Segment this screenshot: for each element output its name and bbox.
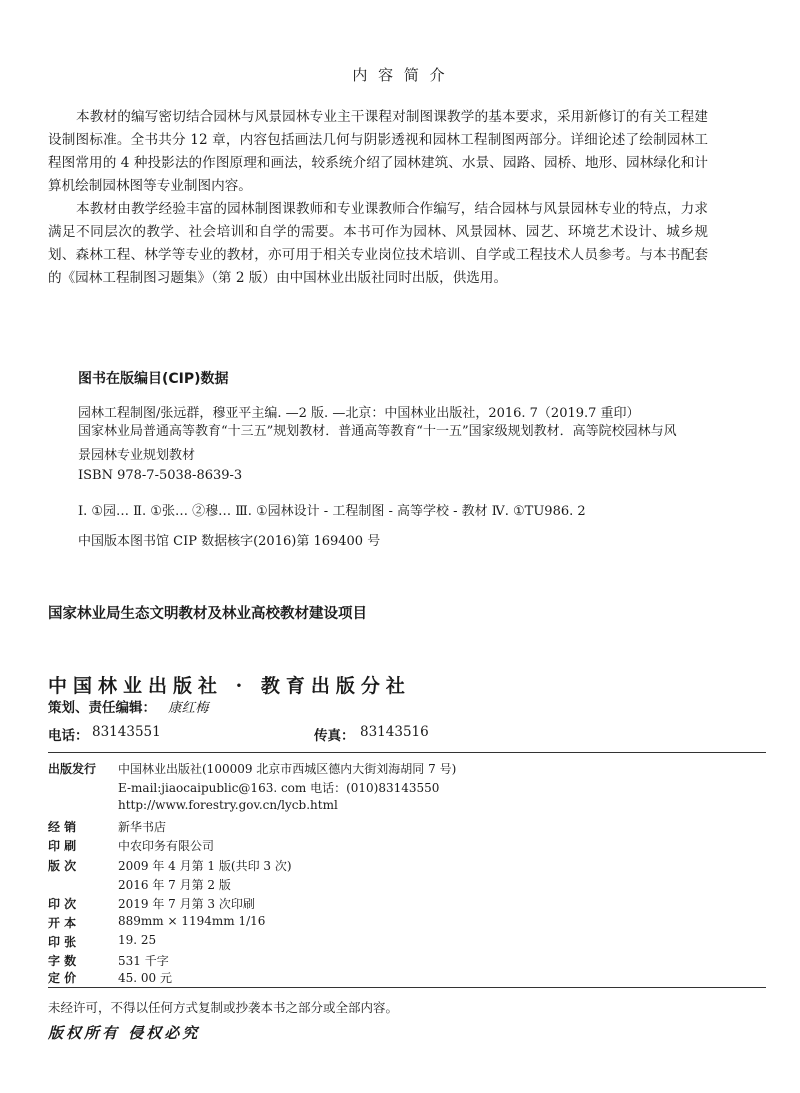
summary-paragraph-1: 本教材的编写密切结合园林与风景园林专业主干课程对制图课教学的基本要求，采用新修订的有关工程建设制图标准。全书共分 12 章，内容包括画法几何与阴影透视和园林工程制图两部分。详细论述了绘制园林工程图常用的 4 种投影法的作图原理和画法，较系统介绍了园林建筑、水景、园路、园桥、地形、园林绿化和计算机绘制园林图等专业制图内容。 <box>48 109 708 194</box>
info-label: 定 价 <box>48 971 77 985</box>
info-value: 889mm × 1194mm 1/16 <box>118 914 266 928</box>
phone-value: 83143551 <box>92 724 161 740</box>
editor-name: 康红梅 <box>168 700 209 716</box>
info-value: 45. 00 元 <box>118 971 172 985</box>
fax-label: 传真： <box>314 728 355 744</box>
cip-isbn: ISBN 978-7-5038-8639-3 <box>78 468 243 483</box>
summary-paragraph-2: 本教材由教学经验丰富的园林制图课教师和专业课教师合作编写，结合园林与风景园林专业的特点，力求满足不同层次的教学、社会培训和自学的需要。本书可作为园林、风景园林、园艺、环境艺术设计、城乡规划、森林工程、林学等专业的教材，亦可用于相关专业岗位技术培训、自学或工程技术人员参考。与本书配套的《园林工程制图习题集》（第 2 版）由中国林业出版社同时出版，供选用。 <box>48 201 708 286</box>
info-label: 经 销 <box>48 820 77 834</box>
fax-value: 83143516 <box>360 724 429 740</box>
info-value: 19. 25 <box>118 933 157 947</box>
editor-label: 策划、责任编辑： <box>48 700 156 716</box>
cip-line-2: 国家林业局普通高等教育“十三五”规划教材．普通高等教育“十一五”国家级规划教材．高等院校园林与风景园林专业规划教材 <box>78 424 677 463</box>
divider-bottom <box>48 987 766 988</box>
info-label: 版 次 <box>48 859 77 873</box>
cip-line-1: 园林工程制图/张远群，穆亚平主编. —2 版. —北京：中国林业出版社，2016. 7（2019.7 重印） <box>78 406 640 421</box>
publisher-name: 中国林业出版社 · 教育出版分社 <box>48 675 411 697</box>
rights-reserved: 版权所有 侵权必究 <box>48 1024 201 1042</box>
copyright-notice: 未经许可，不得以任何方式复制或抄袭本书之部分或全部内容。 <box>48 1000 399 1015</box>
cip-classification: Ⅰ. ①园… Ⅱ. ①张… ②穆… Ⅲ. ①园林设计 - 工程制图 - 高等学校 - 教材 Ⅳ. ①TU986. 2 <box>78 504 586 519</box>
info-value: 2009 年 4 月第 1 版(共印 3 次) <box>118 859 292 873</box>
info-value: 2019 年 7 月第 3 次印刷 <box>118 897 255 911</box>
info-value: http://www.forestry.gov.cn/lycb.html <box>118 798 338 812</box>
cip-heading: 图书在版编目(CIP)数据 <box>78 371 229 387</box>
project-title: 国家林业局生态文明教材及林业高校教材建设项目 <box>48 606 367 622</box>
summary-title: 内 容 简 介 <box>352 66 448 84</box>
info-value: E-mail:jiaocaipublic@163. com 电话：(010)83143550 <box>118 781 440 795</box>
divider-top <box>48 752 766 753</box>
info-value: 新华书店 <box>118 820 167 834</box>
info-label: 开 本 <box>48 916 77 930</box>
info-label: 印 张 <box>48 935 77 949</box>
cip-verification: 中国版本图书馆 CIP 数据核字(2016)第 169400 号 <box>78 534 381 549</box>
info-label: 出版发行 <box>48 762 97 776</box>
info-value: 中国林业出版社(100009 北京市西城区德内大街刘海胡同 7 号) <box>118 762 457 776</box>
info-label: 印 次 <box>48 897 77 911</box>
info-value: 531 千字 <box>118 954 169 968</box>
info-value: 2016 年 7 月第 2 版 <box>118 878 231 892</box>
phone-label: 电话： <box>48 728 89 744</box>
info-label: 字 数 <box>48 954 77 968</box>
info-value: 中农印务有限公司 <box>118 839 215 853</box>
info-label: 印 刷 <box>48 839 77 853</box>
